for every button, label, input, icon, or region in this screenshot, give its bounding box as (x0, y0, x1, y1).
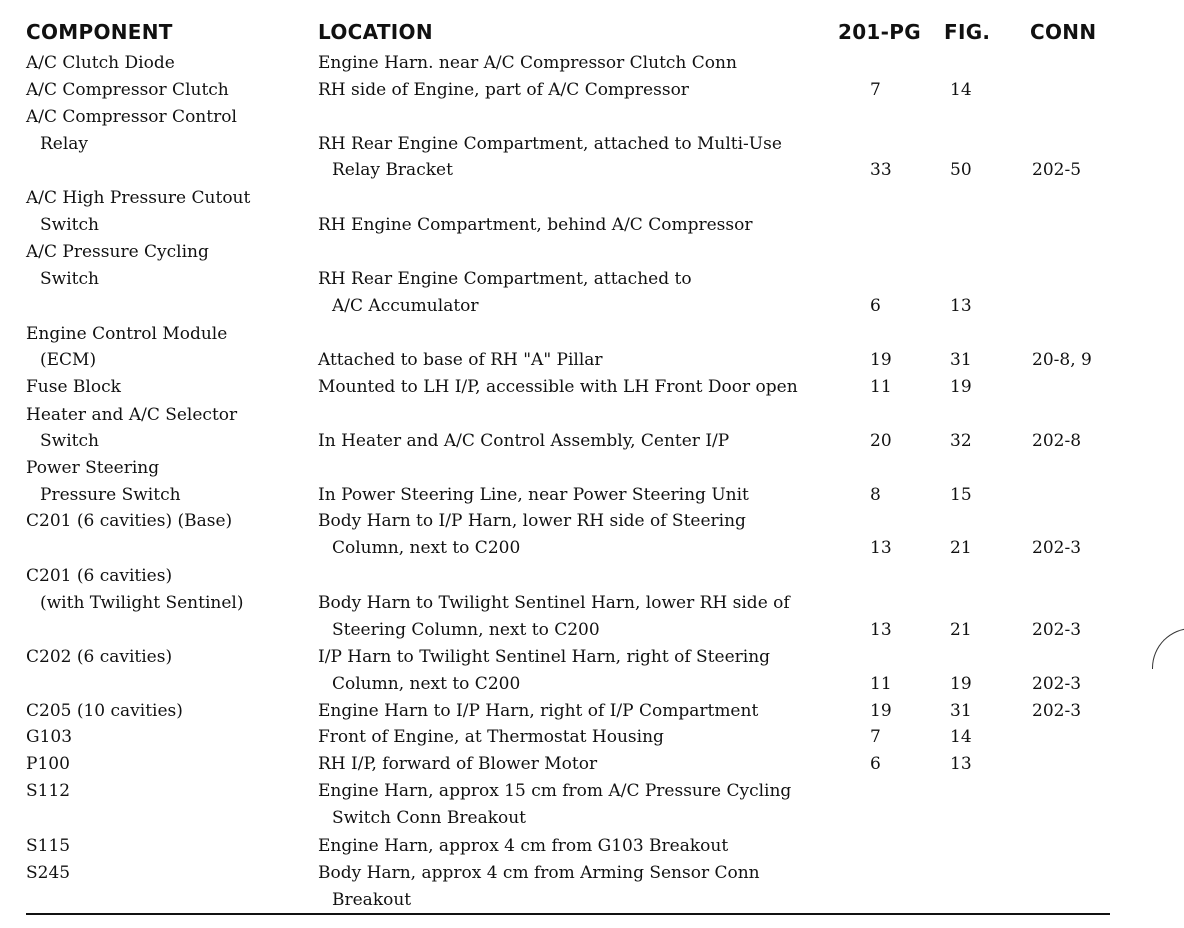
table-row (0, 266, 1184, 293)
figure-cell: 15 (950, 485, 972, 505)
component-cell: Switch (40, 269, 99, 289)
component-cell: S112 (26, 781, 71, 801)
table-row (0, 482, 1184, 509)
location-cell: Body Harn, approx 4 cm from Arming Sensor Conn (318, 863, 760, 883)
page-cell: 13 (870, 538, 892, 558)
connector-cell: 20-8, 9 (1032, 350, 1092, 370)
page-cell: 6 (870, 296, 881, 316)
table-row (0, 535, 1184, 562)
page-cell: 13 (870, 620, 892, 640)
connector-cell: 202-3 (1032, 538, 1082, 558)
figure-cell: 31 (950, 350, 972, 370)
component-cell: C201 (6 cavities) (Base) (26, 511, 233, 531)
location-cell: In Heater and A/C Control Assembly, Center I/P (318, 431, 730, 451)
table-row (0, 751, 1184, 778)
component-cell: Heater and A/C Selector (26, 405, 238, 425)
page-cell: 20 (870, 431, 892, 451)
location-cell: I/P Harn to Twilight Sentinel Harn, right of Steering (318, 647, 771, 667)
location-cell: RH Engine Compartment, behind A/C Compressor (318, 215, 753, 235)
table-row (0, 104, 1184, 131)
location-cell: RH I/P, forward of Blower Motor (318, 754, 598, 774)
location-cell: Front of Engine, at Thermostat Housing (318, 727, 664, 747)
component-cell: Fuse Block (26, 377, 121, 397)
location-cell: Steering Column, next to C200 (332, 620, 600, 640)
table-row (0, 644, 1184, 671)
page-cell: 33 (870, 160, 892, 180)
figure-cell: 14 (950, 727, 972, 747)
location-cell: Attached to base of RH "A" Pillar (318, 350, 603, 370)
location-cell: Column, next to C200 (332, 538, 521, 558)
table-row (0, 860, 1184, 887)
figure-cell: 19 (950, 377, 972, 397)
location-cell: Engine Harn, approx 15 cm from A/C Pressure Cycling (318, 781, 792, 801)
figure-cell: 14 (950, 80, 972, 100)
location-cell: Engine Harn, approx 4 cm from G103 Breakout (318, 836, 729, 856)
table-row (0, 374, 1184, 401)
location-cell: Body Harn to Twilight Sentinel Harn, lower RH side of (318, 593, 790, 613)
component-cell: C205 (10 cavities) (26, 701, 183, 721)
location-cell: RH Rear Engine Compartment, attached to Multi-Use (318, 134, 782, 154)
component-cell: Pressure Switch (40, 485, 181, 505)
location-cell: Breakout (332, 890, 412, 910)
location-cell: A/C Accumulator (332, 296, 479, 316)
table-row (0, 157, 1184, 184)
component-cell: C201 (6 cavities) (26, 566, 173, 586)
component-cell: A/C High Pressure Cutout (26, 188, 251, 208)
component-cell: (ECM) (40, 350, 97, 370)
table-row (0, 724, 1184, 751)
table-row (0, 50, 1184, 77)
table-row (0, 778, 1184, 805)
component-cell: Power Steering (26, 458, 160, 478)
location-cell: Column, next to C200 (332, 674, 521, 694)
figure-cell: 13 (950, 296, 972, 316)
location-cell: Body Harn to I/P Harn, lower RH side of Steering (318, 511, 746, 531)
location-cell: RH side of Engine, part of A/C Compressor (318, 80, 689, 100)
component-cell: Engine Control Module (26, 324, 228, 344)
table-row (0, 321, 1184, 348)
table-row (0, 887, 1184, 914)
table-row (0, 671, 1184, 698)
component-cell: S115 (26, 836, 71, 856)
location-cell: Switch Conn Breakout (332, 808, 527, 828)
bottom-rule (26, 913, 1110, 915)
page-cell: 6 (870, 754, 881, 774)
connector-cell: 202-3 (1032, 674, 1082, 694)
table-row (0, 563, 1184, 590)
table-row (0, 805, 1184, 832)
component-cell: (with Twilight Sentinel) (40, 593, 244, 613)
component-cell: Relay (40, 134, 89, 154)
page-cell: 7 (870, 727, 881, 747)
location-cell: Engine Harn. near A/C Compressor Clutch Conn (318, 53, 737, 73)
table-row (0, 185, 1184, 212)
connector-cell: 202-5 (1032, 160, 1082, 180)
table-row (0, 293, 1184, 320)
header-component: COMPONENT (26, 20, 173, 44)
page-cell: 11 (870, 377, 892, 397)
table-row (0, 428, 1184, 455)
connector-cell: 202-3 (1032, 620, 1082, 640)
connector-cell: 202-8 (1032, 431, 1082, 451)
component-cell: A/C Compressor Clutch (26, 80, 229, 100)
table-row (0, 131, 1184, 158)
table-row (0, 212, 1184, 239)
figure-cell: 21 (950, 538, 972, 558)
table-row (0, 77, 1184, 104)
location-cell: Relay Bracket (332, 160, 453, 180)
header-201-pg: 201-PG (838, 20, 921, 44)
page-cell: 7 (870, 80, 881, 100)
component-cell: Switch (40, 431, 99, 451)
page-cell: 19 (870, 350, 892, 370)
table-row (0, 239, 1184, 266)
table-row (0, 508, 1184, 535)
figure-cell: 13 (950, 754, 972, 774)
location-cell: Engine Harn to I/P Harn, right of I/P Compartment (318, 701, 759, 721)
figure-cell: 19 (950, 674, 972, 694)
location-cell: In Power Steering Line, near Power Steering Unit (318, 485, 749, 505)
figure-cell: 32 (950, 431, 972, 451)
page-cell: 19 (870, 701, 892, 721)
header-conn: CONN (1030, 20, 1097, 44)
table-row (0, 455, 1184, 482)
table-row (0, 347, 1184, 374)
header-fig: FIG. (944, 20, 991, 44)
component-cell: Switch (40, 215, 99, 235)
location-cell: Mounted to LH I/P, accessible with LH Front Door open (318, 377, 798, 397)
table-row (0, 402, 1184, 429)
component-cell: P100 (26, 754, 70, 774)
figure-cell: 31 (950, 701, 972, 721)
table-row (0, 833, 1184, 860)
component-cell: A/C Compressor Control (26, 107, 237, 127)
table-row (0, 590, 1184, 617)
component-cell: G103 (26, 727, 73, 747)
figure-cell: 21 (950, 620, 972, 640)
component-cell: S245 (26, 863, 71, 883)
table-row (0, 617, 1184, 644)
page-cell: 11 (870, 674, 892, 694)
component-cell: A/C Clutch Diode (26, 53, 175, 73)
table-row (0, 698, 1184, 725)
header-location: LOCATION (318, 20, 433, 44)
component-cell: C202 (6 cavities) (26, 647, 173, 667)
figure-cell: 50 (950, 160, 972, 180)
location-cell: RH Rear Engine Compartment, attached to (318, 269, 692, 289)
page-cell: 8 (870, 485, 881, 505)
component-cell: A/C Pressure Cycling (26, 242, 209, 262)
connector-cell: 202-3 (1032, 701, 1082, 721)
